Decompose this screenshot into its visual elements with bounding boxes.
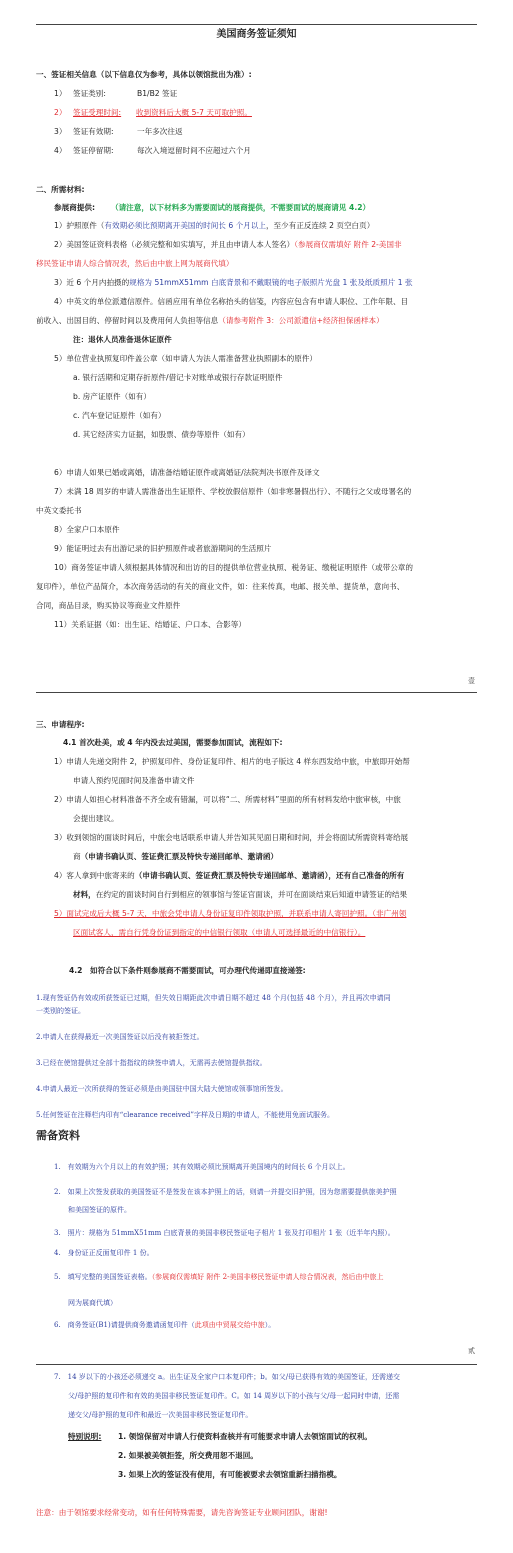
req-license: 5）单位营业执照复印件盖公章（如申请人为法人需准备营业执照副本的原件）	[54, 354, 318, 363]
sub-item: b. 房产证原件（如有）	[73, 392, 151, 401]
section3-heading: 三、申请程序:	[36, 720, 85, 729]
req-hukou: 8）全家户口本原件	[54, 525, 120, 534]
section1-heading: 一、签证相关信息（以下信息仅为参考，具体以领馆批出为准）:	[36, 70, 252, 79]
retire-note: 注：退休人员准备退休证原件	[73, 335, 172, 344]
doc-1: 1. 有效期为六个月以上的有效护照；其有效期必须比预期离开美国境内的时间长 6 个月以上。	[54, 1163, 350, 1171]
top-rule	[36, 24, 477, 25]
condition-5: 5.任何签证在注释栏内印有“clearance received”字样及日期的申请人，不能使用免面试服务。	[36, 1111, 334, 1119]
req-old-passport: 9）能证明过去有出游记录的旧护照原件或者旅游期间的生活照片	[54, 544, 272, 553]
sub-item: d. 其它经济实力证据，如股票、债券等原件（如有）	[73, 430, 250, 439]
req-photo: 3）近 6 个月内拍摄的规格为 51mmX51mm 白底背景和不戴眼镜的电子版照片光盘 1 张及纸质照片 1 张	[54, 278, 413, 287]
required-docs-heading: 需备资料	[36, 1129, 80, 1142]
page-divider	[36, 692, 477, 693]
page-number-2: 贰	[468, 1347, 475, 1355]
page-divider	[36, 1364, 477, 1365]
doc-4: 4. 身份证正反面复印件 1 份。	[54, 1249, 154, 1257]
condition-3: 3.已经在使馆提供过全部十指指纹的续签申请人，无需再去使馆提供指纹。	[36, 1059, 267, 1067]
page-number-1: 壹	[468, 677, 475, 685]
page-title: 美国商务签证须知	[216, 29, 297, 40]
condition-4: 4.申请人最近一次所获得的签证必须是由美国驻中国大陆大使馆或领事馆所签发。	[36, 1085, 288, 1093]
req-relation: 11）关系证据（如：出生证、结婚证、户口本、合影等）	[54, 620, 246, 629]
sub-item: a. 银行活期和定期存折原件/借记卡对账单或银行存款证明原件	[73, 373, 283, 382]
doc-6: 6. 商务签证(B1)请提供商务邀请函复印件（此项由中贸展交给中旅）。	[54, 1321, 276, 1329]
section2-heading: 二、所需材料:	[36, 185, 85, 194]
footer-note: 注意：由于领馆要求经常变动，如有任何特殊需要，请先咨询签证专业顾问团队，谢谢!	[36, 1508, 328, 1517]
sub-item: c. 汽车登记证原件（如有）	[73, 411, 166, 420]
req-marriage: 6）申请人如果已婚或离婚，请准备结婚证原件或离婚证/法院判决书原件及译文	[54, 468, 320, 477]
condition-2: 2.申请人在获得最近一次美国签证以后没有被拒签过。	[36, 1033, 204, 1041]
req-passport: 1）护照原件（有效期必须比预期离开美国的时间长 6 个月以上，至少有正反连续 2 页空白页）	[54, 221, 375, 230]
sub-heading-4-1: 4.1 首次赴美，或 4 年内没去过美国，需要参加面试，流程如下:	[63, 738, 283, 747]
sub-heading-4-2: 4.2 如符合以下条件则参展商不需要面试，可办理代传递即直接递签:	[69, 966, 306, 975]
doc-3: 3. 照片：规格为 51mmX51mm 白底背景的美国非移民签证电子相片 1 张及打印相片 1 张（近半年内照）。	[54, 1229, 395, 1237]
